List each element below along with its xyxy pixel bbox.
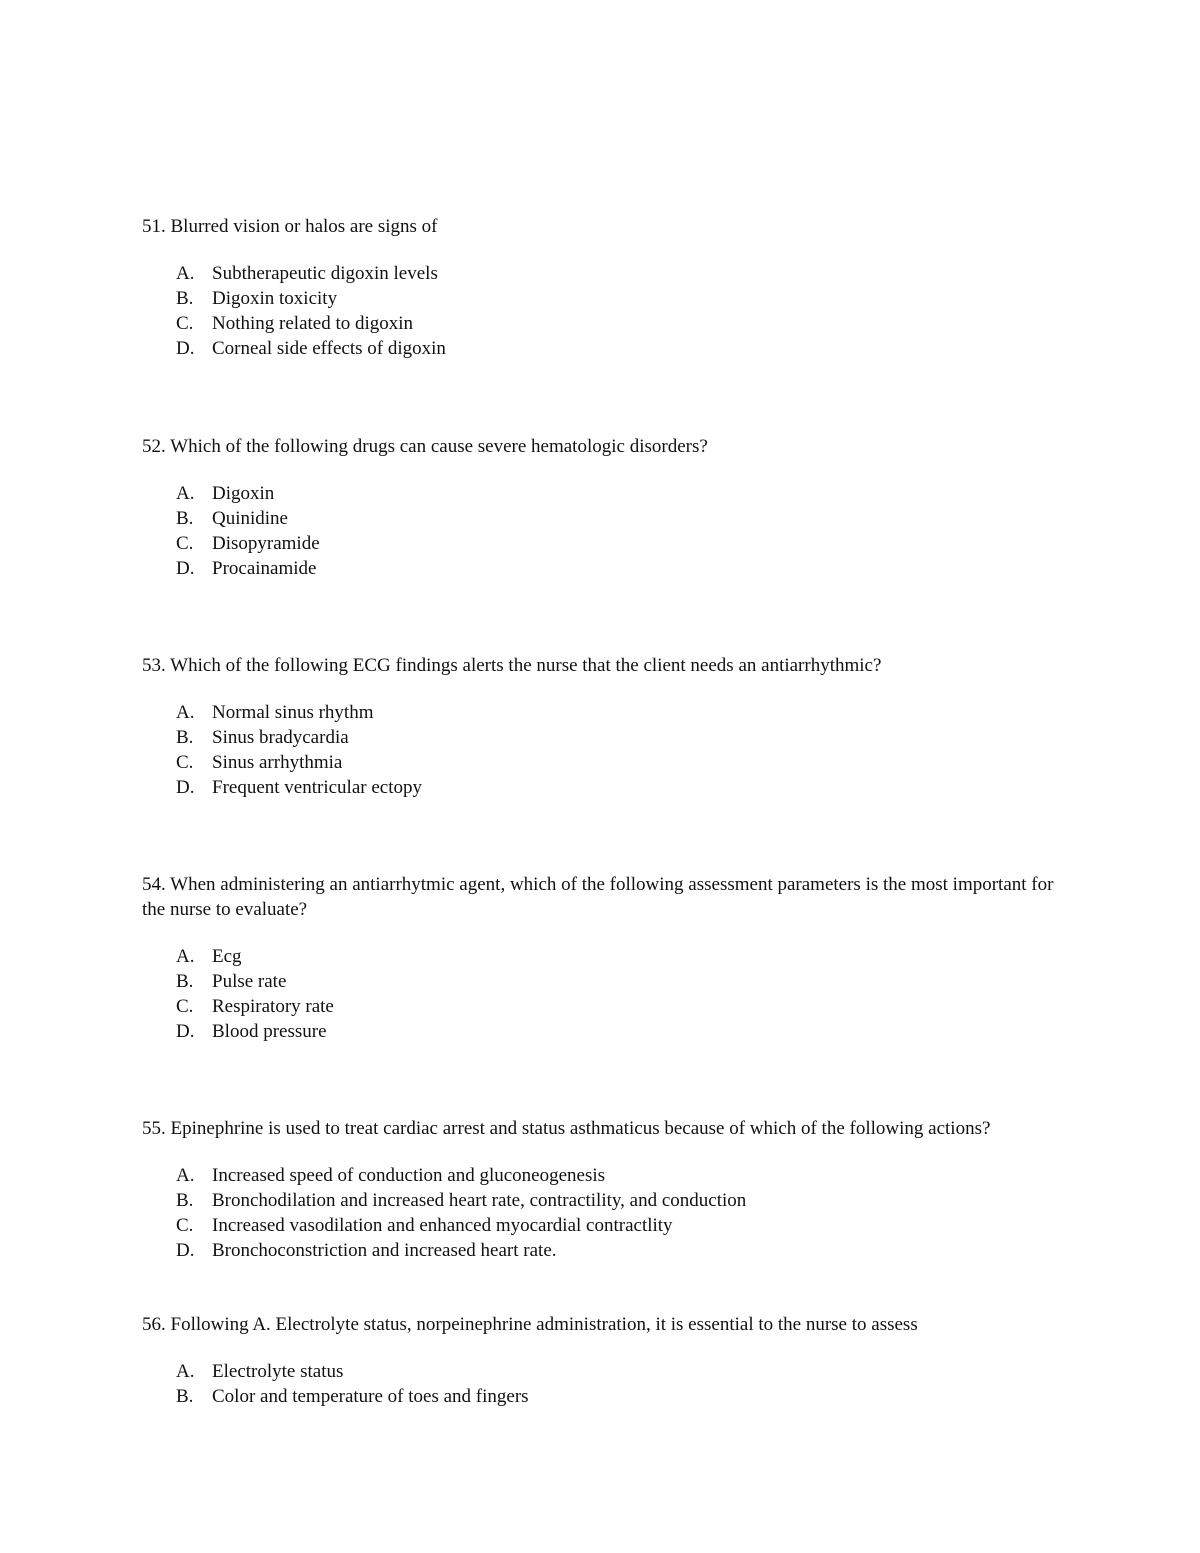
- answer-option: [142, 1163, 1072, 1188]
- option-letter: A.: [176, 946, 195, 967]
- question-text: [142, 1312, 1072, 1337]
- question-text: [142, 653, 1072, 678]
- question-text: [142, 872, 1072, 922]
- option-letter: B.: [176, 971, 194, 992]
- answer-option: [142, 1213, 1072, 1238]
- question-number: 53.: [142, 655, 166, 676]
- option-text: Normal sinus rhythm: [212, 702, 374, 723]
- answer-option: [142, 725, 1072, 750]
- question-prompt: Epinephrine is used to treat cardiac arrest and status asthmaticus because of which of the following actions?: [170, 1118, 991, 1139]
- answer-option: [142, 969, 1072, 994]
- answer-options: [142, 944, 1072, 1044]
- option-letter: C.: [176, 996, 194, 1017]
- question-prompt: Following A. Electrolyte status, norpeinephrine administration, it is essential to the nurse to assess: [170, 1314, 918, 1335]
- answer-option: [142, 506, 1072, 531]
- answer-option: [142, 1188, 1072, 1213]
- option-letter: A.: [176, 1165, 195, 1186]
- answer-option: [142, 750, 1072, 775]
- option-letter: A.: [176, 483, 195, 504]
- option-text: Increased speed of conduction and gluconeogenesis: [212, 1165, 606, 1186]
- answer-options: [142, 700, 1072, 800]
- answer-option: [142, 481, 1072, 506]
- answer-options: [142, 261, 1072, 361]
- option-letter: D.: [176, 338, 195, 359]
- question-number: 55.: [142, 1118, 166, 1139]
- answer-option: [142, 1384, 1072, 1409]
- option-text: Corneal side effects of digoxin: [212, 338, 446, 359]
- answer-option: [142, 261, 1072, 286]
- option-text: Color and temperature of toes and fingers: [212, 1386, 529, 1407]
- option-text: Blood pressure: [212, 1021, 327, 1042]
- option-text: Nothing related to digoxin: [212, 313, 414, 334]
- option-text: Increased vasodilation and enhanced myocardial contractlity: [212, 1215, 673, 1236]
- option-letter: B.: [176, 508, 194, 529]
- option-text: Electrolyte status: [212, 1361, 344, 1382]
- option-text: Respiratory rate: [212, 996, 334, 1017]
- answer-option: [142, 700, 1072, 725]
- option-text: Quinidine: [212, 508, 288, 529]
- question-52: [142, 434, 1072, 581]
- answer-option: [142, 531, 1072, 556]
- answer-option: [142, 556, 1072, 581]
- answer-option: [142, 944, 1072, 969]
- answer-option: [142, 1019, 1072, 1044]
- option-letter: C.: [176, 313, 194, 334]
- question-text: [142, 1116, 1072, 1141]
- question-text: [142, 434, 1072, 459]
- option-text: Frequent ventricular ectopy: [212, 777, 422, 798]
- question-prompt: Which of the following ECG findings alerts the nurse that the client needs an antiarrhythmic?: [170, 655, 882, 676]
- answer-options: [142, 1163, 1072, 1263]
- question-51: [142, 214, 1072, 361]
- answer-option: [142, 286, 1072, 311]
- answer-options: [142, 481, 1072, 581]
- option-text: Procainamide: [212, 558, 317, 579]
- answer-option: [142, 1359, 1072, 1384]
- option-letter: C.: [176, 533, 194, 554]
- option-text: Sinus arrhythmia: [212, 752, 343, 773]
- answer-option: [142, 336, 1072, 361]
- option-text: Subtherapeutic digoxin levels: [212, 263, 438, 284]
- answer-option: [142, 1238, 1072, 1263]
- option-text: Bronchoconstriction and increased heart rate.: [212, 1240, 557, 1261]
- question-number: 54.: [142, 874, 166, 895]
- question-54: [142, 872, 1072, 1044]
- option-letter: A.: [176, 702, 195, 723]
- question-number: 52.: [142, 436, 166, 457]
- answer-option: [142, 775, 1072, 800]
- option-letter: D.: [176, 777, 195, 798]
- option-text: Digoxin: [212, 483, 275, 504]
- option-text: Disopyramide: [212, 533, 320, 554]
- option-letter: B.: [176, 1386, 194, 1407]
- question-prompt: When administering an antiarrhytmic agent, which of the following assessment parameters is the most important for the nurse to evaluate?: [142, 874, 1054, 920]
- question-number: 56.: [142, 1314, 166, 1335]
- question-55: [142, 1116, 1072, 1263]
- answer-options: [142, 1359, 1072, 1409]
- option-letter: B.: [176, 1190, 194, 1211]
- option-text: Digoxin toxicity: [212, 288, 338, 309]
- option-letter: A.: [176, 1361, 195, 1382]
- question-53: [142, 653, 1072, 800]
- option-text: Ecg: [212, 946, 242, 967]
- option-letter: D.: [176, 558, 195, 579]
- option-letter: D.: [176, 1240, 195, 1261]
- question-number: 51.: [142, 216, 166, 237]
- question-prompt: Which of the following drugs can cause severe hematologic disorders?: [170, 436, 708, 457]
- option-text: Pulse rate: [212, 971, 287, 992]
- option-text: Sinus bradycardia: [212, 727, 349, 748]
- answer-option: [142, 994, 1072, 1019]
- option-letter: D.: [176, 1021, 195, 1042]
- option-letter: C.: [176, 1215, 194, 1236]
- question-prompt: Blurred vision or halos are signs of: [170, 216, 438, 237]
- question-text: [142, 214, 1072, 239]
- option-letter: C.: [176, 752, 194, 773]
- option-letter: A.: [176, 263, 195, 284]
- option-text: Bronchodilation and increased heart rate, contractility, and conduction: [212, 1190, 747, 1211]
- option-letter: B.: [176, 727, 194, 748]
- answer-option: [142, 311, 1072, 336]
- option-letter: B.: [176, 288, 194, 309]
- question-56: [142, 1312, 1072, 1409]
